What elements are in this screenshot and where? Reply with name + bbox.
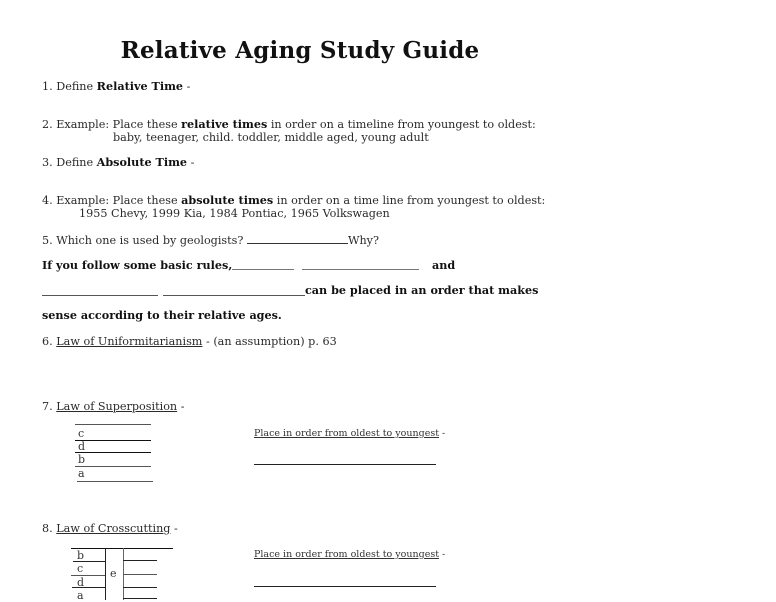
question-2-term: relative times [181,117,268,131]
question-4-list: 1955 Chevy, 1999 Kia, 1984 Pontiac, 1965 Volkswagen [79,207,390,220]
layer-top-line [75,424,151,425]
layer-label-d: d [78,440,86,453]
question-5-answer-blank[interactable] [247,233,348,244]
crosscut-layer-label-c: c [77,562,84,575]
question-3-term: Absolute Time [96,155,188,169]
question-3 [42,156,194,169]
question-8 [42,522,178,535]
crosscutting-instruction-text: Place in order from oldest to youngest [254,549,440,560]
question-7 [42,400,184,413]
layer-bottom-line [77,481,153,482]
question-2-prefix: 2. Example: Place these [42,118,182,131]
question-6-number: 6. [42,335,57,348]
law-crosscutting: Law of Crosscutting [56,522,171,535]
question-1 [42,80,190,93]
layer-label-c: c [78,427,85,440]
crosscutting-answer-line[interactable] [254,586,436,587]
law-superposition: Law of Superposition [56,400,178,413]
question-1-prefix: 1. Define [42,80,97,93]
question-4 [42,194,545,207]
question-2-suffix: in order on a timeline from youngest to oldest: [267,118,536,131]
question-6 [42,335,337,348]
crosscutting-instruction [254,549,445,560]
layer-divider [75,452,151,453]
question-8-suffix: - [170,522,178,535]
question-3-suffix: - [187,156,195,169]
layer-label-b: b [78,453,86,466]
rules-line-1 [42,259,232,272]
crosscut-layer-label-a: a [77,589,84,602]
crosscut-right-line [123,574,157,575]
rules-line-1-text: If you follow some basic rules, [42,258,233,272]
question-4-suffix: in order on a time line from youngest to oldest: [273,194,546,207]
layer-divider [75,440,151,441]
crosscut-layer-label-d: d [77,576,85,589]
question-5-suffix: Why? [347,234,379,247]
crosscut-right-line [123,598,157,599]
page-title: Relative Aging Study Guide [120,37,480,64]
layer-label-a: a [78,467,85,480]
rules-blank-4[interactable] [163,295,305,296]
crosscut-top-line [71,548,173,549]
crosscut-right-line [123,587,157,588]
superposition-instruction-text: Place in order from oldest to youngest [254,428,440,439]
question-5-prefix: 5. Which one is used by geologists? [42,234,247,247]
rules-blank-2[interactable] [302,269,419,270]
superposition-answer-line[interactable] [254,464,436,465]
question-1-suffix: - [183,80,191,93]
question-3-prefix: 3. Define [42,156,97,169]
question-2 [42,118,536,131]
superposition-instruction [254,428,445,439]
question-2-list: baby, teenager, child. toddler, middle aged, young adult [113,131,429,144]
question-4-prefix: 4. Example: Place these [42,194,182,207]
rules-line-3: sense according to their relative ages. [42,308,282,322]
rules-blank-3[interactable] [42,295,158,296]
question-4-term: absolute times [181,193,274,207]
intrusion-left-edge [105,548,106,600]
crosscut-right-line [123,560,157,561]
question-7-suffix: - [177,400,185,413]
crosscut-layer-label-b: b [77,549,85,562]
crosscutting-instruction-suffix: - [439,549,446,560]
rules-blank-1[interactable] [232,269,294,270]
intrusion-label-e: e [110,567,117,580]
question-8-number: 8. [42,522,57,535]
rules-line-2: can be placed in an order that makes [305,283,539,297]
question-5 [42,233,379,247]
question-1-term: Relative Time [96,79,184,93]
rules-and: and [432,258,456,272]
question-6-suffix: - (an assumption) p. 63 [202,335,337,348]
question-7-number: 7. [42,400,57,413]
law-uniformitarianism: Law of Uniformitarianism [56,335,203,348]
layer-divider [75,466,151,467]
superposition-instruction-suffix: - [439,428,446,439]
crosscut-layer-divider [72,587,105,588]
